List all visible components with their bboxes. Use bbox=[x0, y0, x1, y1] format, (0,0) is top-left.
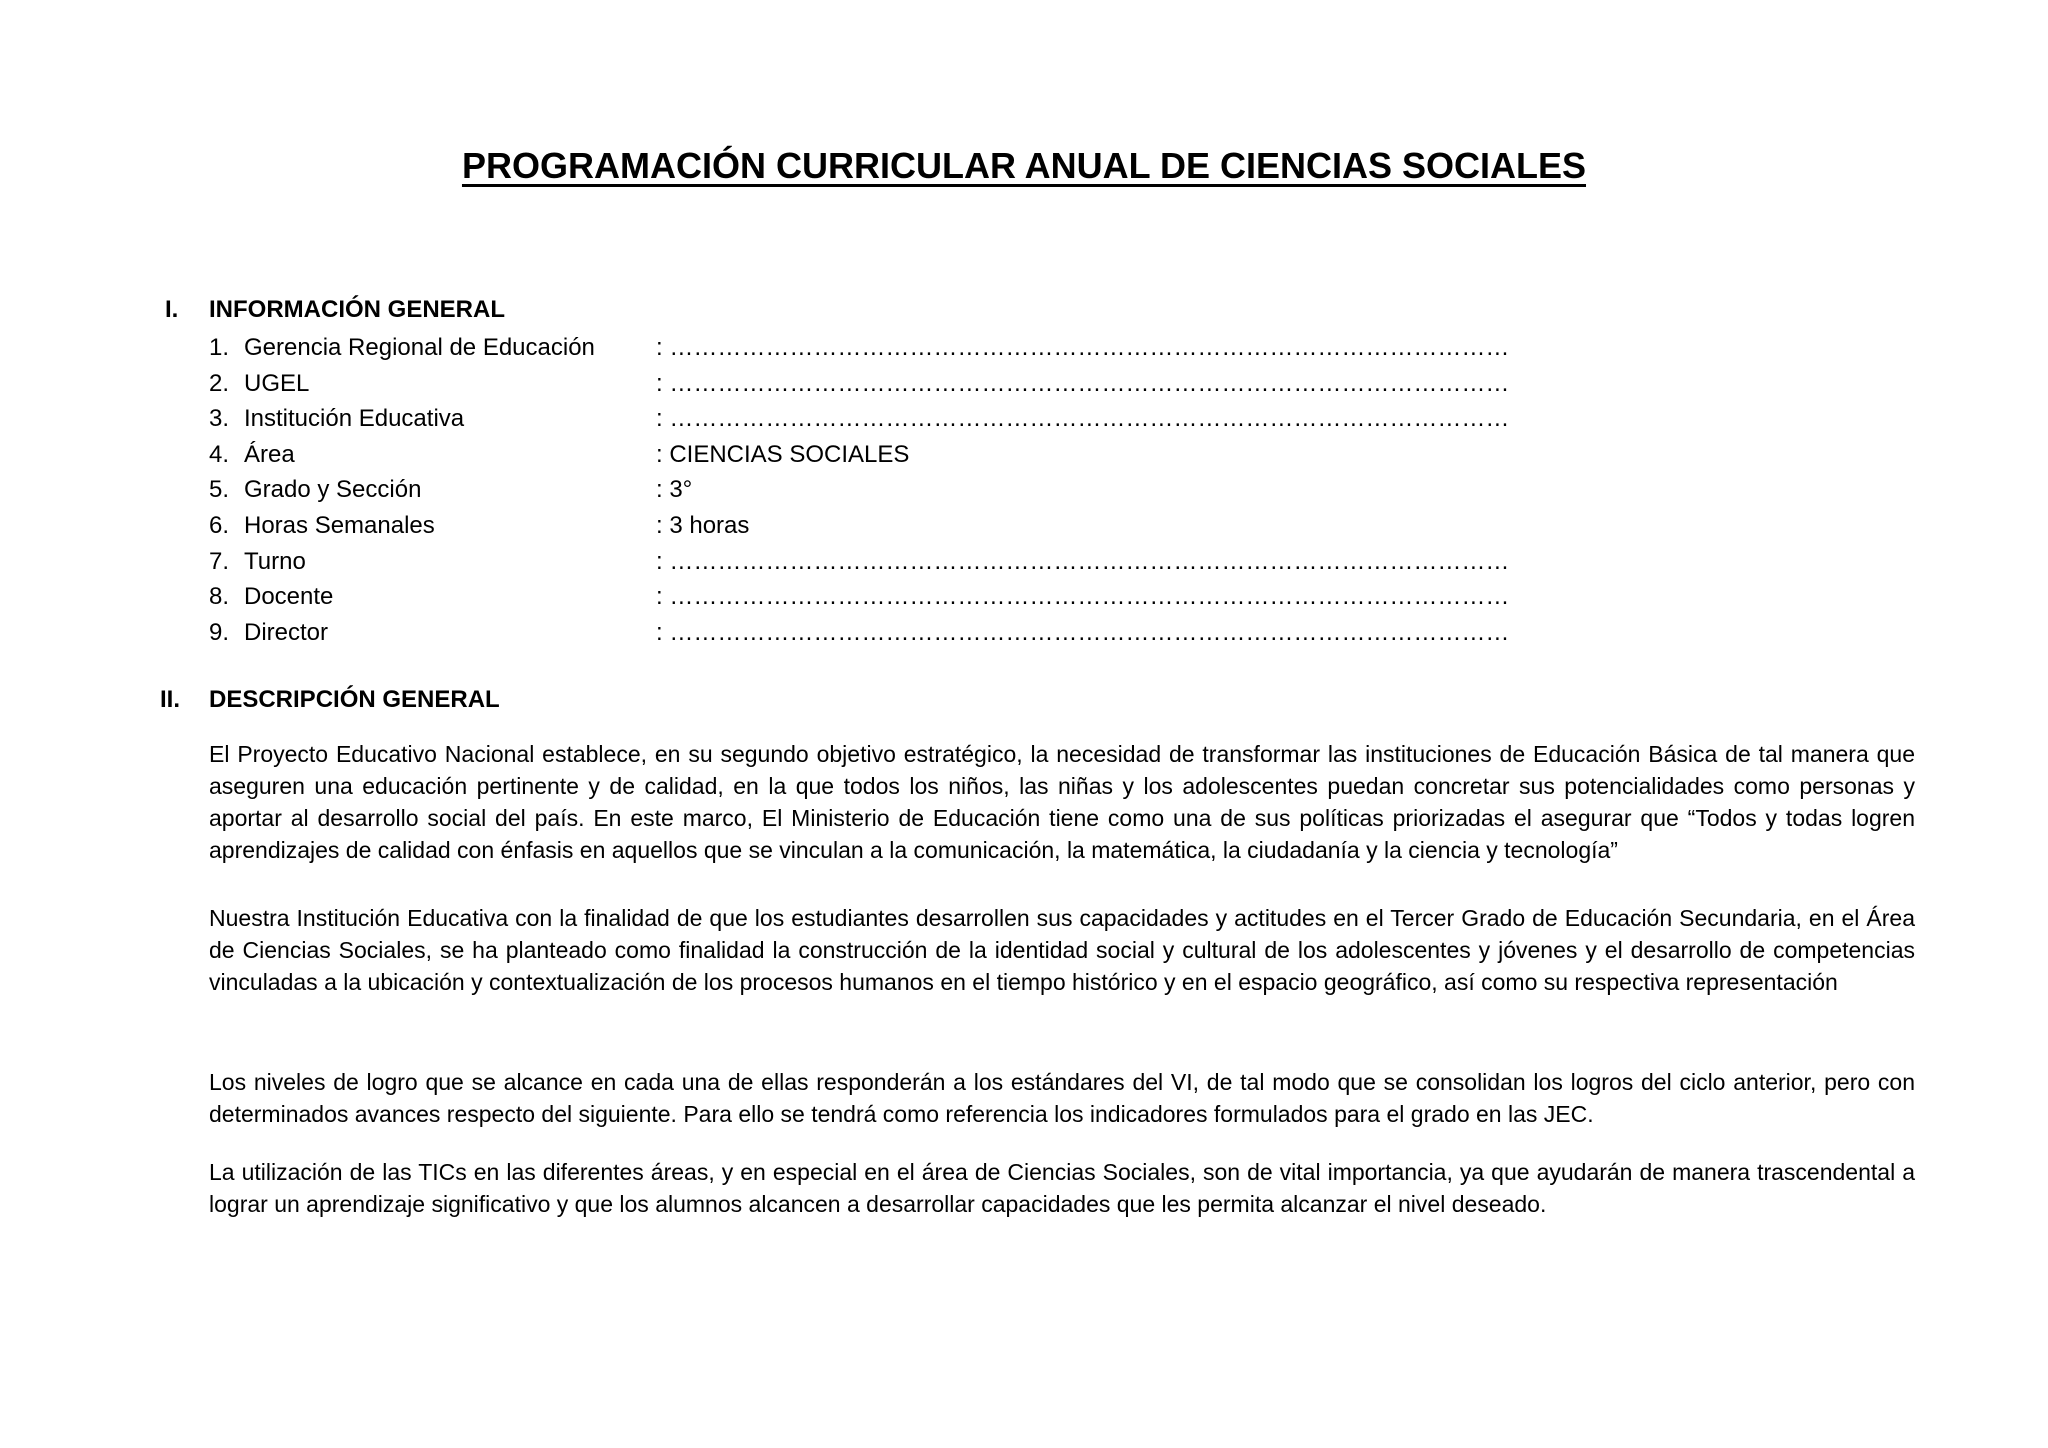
info-row-value: : …………………………………………………………………………………………… bbox=[656, 405, 1510, 433]
info-row-label: Turno bbox=[244, 547, 306, 575]
info-row-label: Director bbox=[244, 618, 329, 646]
description-paragraph-1 bbox=[209, 738, 1915, 866]
paragraph-text: Nuestra Institución Educativa con la finalidad de que los estudiantes desarrollen sus capacidades y actitudes en el Tercer Grado de Educación Secundaria, en el Área de Ciencias Sociales, se ha planteado como finalidad la construcción de la identidad social y cultural de los adolescentes y jóvenes y el desarrollo de competencias vinculadas a la ubicación y contextualización de los procesos humanos en el tiempo histórico y en el espacio geográfico, así como su respectiva representación bbox=[209, 905, 1915, 995]
section-2-heading: DESCRIPCIÓN GENERAL bbox=[209, 686, 500, 713]
info-row-turno bbox=[209, 544, 1510, 580]
info-row-label: Área bbox=[244, 440, 295, 468]
info-row-area bbox=[209, 437, 1409, 473]
info-row-ugel bbox=[209, 366, 1510, 402]
info-row-number: 6. bbox=[209, 511, 230, 539]
info-row-label: Docente bbox=[244, 583, 334, 611]
info-row-number: 7. bbox=[209, 547, 230, 575]
info-row-value: : 3° bbox=[656, 476, 693, 504]
info-row-value: : …………………………………………………………………………………………… bbox=[656, 334, 1510, 361]
info-row-number: 9. bbox=[209, 618, 230, 646]
info-row-value: : …………………………………………………………………………………………… bbox=[656, 618, 1510, 646]
info-row-horas bbox=[209, 508, 1409, 544]
description-paragraph-4 bbox=[209, 1156, 1915, 1220]
info-row-grado bbox=[209, 472, 1409, 508]
info-row-number: 1. bbox=[209, 334, 230, 361]
document-title-text: PROGRAMACIÓN CURRICULAR ANUAL DE CIENCIAS SOCIALES bbox=[461, 145, 1587, 186]
info-row-label: Institución Educativa bbox=[244, 405, 465, 433]
info-row-value: : 3 horas bbox=[656, 511, 750, 539]
info-row-number: 2. bbox=[209, 369, 230, 397]
section-1-number: I. bbox=[165, 296, 179, 323]
info-row-number: 5. bbox=[209, 476, 230, 504]
info-row-label: Gerencia Regional de Educación bbox=[244, 334, 595, 361]
section-2-number: II. bbox=[160, 686, 181, 713]
paragraph-text: El Proyecto Educativo Nacional establece, en su segundo objetivo estratégico, la necesidad de transformar las instituciones de Educación Básica de tal manera que aseguren una educación pertinente y de calidad, en la que todos los niños, las niñas y los adolescentes puedan concretar sus potencialidades como personas y aportar al desarrollo social del país. En este marco, El Ministerio de Educación tiene como una de sus políticas priorizadas el asegurar que “Todos y todas logren aprendizajes de calidad con énfasis en aquellos que se vinculan a la comunicación, la matemática, la ciudadanía y la ciencia y tecnología” bbox=[209, 741, 1915, 863]
info-row-number: 4. bbox=[209, 440, 230, 468]
info-row-value: : CIENCIAS SOCIALES bbox=[656, 440, 910, 468]
info-row-label: Horas Semanales bbox=[244, 511, 435, 539]
info-row-institucion bbox=[209, 401, 1510, 437]
paragraph-text: La utilización de las TICs en las diferentes áreas, y en especial en el área de Ciencias Sociales, son de vital importancia, ya que ayudarán de manera trascendental a lograr un aprendizaje significativo y que los alumnos alcancen a desarrollar capacidades que les permita alcanzar el nivel deseado. bbox=[209, 1159, 1915, 1217]
info-list bbox=[209, 330, 1510, 650]
paragraph-text: Los niveles de logro que se alcance en cada una de ellas responderán a los estándares del VI, de tal modo que se consolidan los logros del ciclo anterior, pero con determinados avances respecto del siguiente. Para ello se tendrá como referencia los indicadores formulados para el grado en las JEC. bbox=[209, 1069, 1915, 1127]
info-row-number: 3. bbox=[209, 405, 230, 433]
description-paragraph-2 bbox=[209, 902, 1915, 998]
info-row-value: : …………………………………………………………………………………………… bbox=[656, 583, 1510, 611]
document-title bbox=[0, 142, 2048, 190]
info-row-docente bbox=[209, 579, 1510, 615]
section-1-heading: INFORMACIÓN GENERAL bbox=[209, 296, 505, 323]
info-row-director bbox=[209, 615, 1510, 651]
info-row-value: : …………………………………………………………………………………………… bbox=[656, 369, 1510, 397]
description-paragraph-3 bbox=[209, 1066, 1915, 1130]
info-row-label: UGEL bbox=[244, 369, 310, 397]
info-row-value: : …………………………………………………………………………………………… bbox=[656, 547, 1510, 575]
info-row-number: 8. bbox=[209, 583, 230, 611]
info-row-label: Grado y Sección bbox=[244, 476, 422, 504]
info-row-gerencia bbox=[209, 330, 1510, 366]
